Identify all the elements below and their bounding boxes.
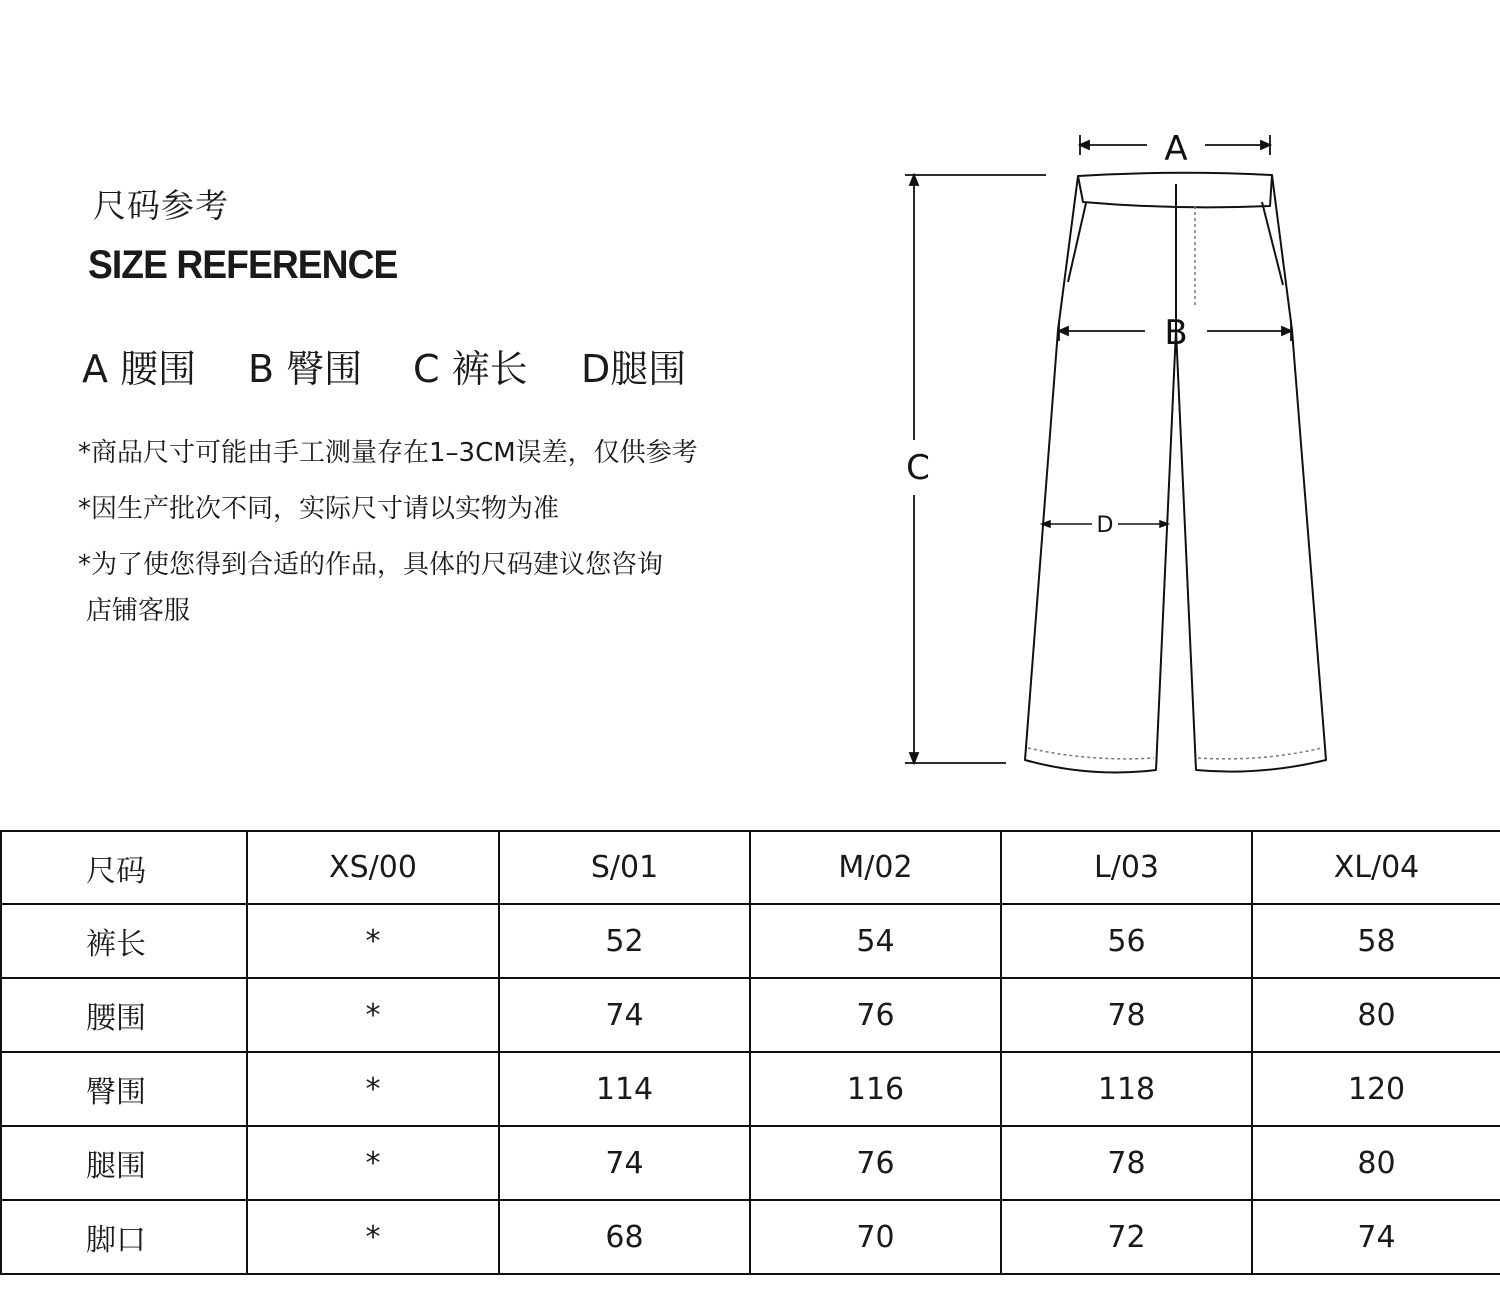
table-cell: 120: [1252, 1052, 1500, 1126]
table-row: [1, 1200, 1500, 1274]
table-row: [1, 1052, 1500, 1126]
table-cell: 76: [750, 978, 1001, 1052]
table-cell: 78: [1001, 978, 1252, 1052]
table-header-cell: 尺码: [1, 831, 247, 904]
table-row: [1, 1126, 1500, 1200]
table-cell: 74: [1252, 1200, 1500, 1274]
note-measurement-error: *商品尺寸可能由手工测量存在1–3CM误差，仅供参考: [78, 438, 698, 468]
legend-waist: A 腰围: [82, 347, 197, 391]
table-header-cell: XS/00: [247, 831, 499, 904]
table-cell: 58: [1252, 904, 1500, 978]
legend-length: C 裤长: [413, 347, 528, 391]
table-header-cell: M/02: [750, 831, 1001, 904]
table-cell: 118: [1001, 1052, 1252, 1126]
table-cell: *: [247, 1052, 499, 1126]
table-cell: 70: [750, 1200, 1001, 1274]
table-cell: *: [247, 1200, 499, 1274]
table-row: [1, 978, 1500, 1052]
label-c: C: [906, 448, 930, 488]
row-label: 裤长: [1, 904, 247, 978]
table-cell: *: [247, 1126, 499, 1200]
table-cell: 76: [750, 1126, 1001, 1200]
row-label: 腰围: [1, 978, 247, 1052]
right-hem-stitch: [1198, 748, 1322, 759]
table-cell: 74: [499, 1126, 750, 1200]
left-leg: [1025, 176, 1176, 772]
left-pocket: [1068, 203, 1086, 282]
table-cell: 116: [750, 1052, 1001, 1126]
note-batch-difference: *因生产批次不同，实际尺寸请以实物为准: [78, 494, 560, 524]
table-cell: 78: [1001, 1126, 1252, 1200]
row-label: 腿围: [1, 1126, 247, 1200]
table-cell: 68: [499, 1200, 750, 1274]
pants-diagram: [895, 125, 1345, 785]
label-a: A: [1164, 129, 1188, 169]
note-consult: *为了使您得到合适的作品，具体的尺码建议您咨询: [78, 550, 664, 580]
table-cell: *: [247, 978, 499, 1052]
table-cell: *: [247, 904, 499, 978]
table-header-cell: XL/04: [1252, 831, 1500, 904]
note-consult-cont: 店铺客服: [86, 596, 191, 626]
label-b: B: [1164, 313, 1188, 353]
row-label: 臀围: [1, 1052, 247, 1126]
table-cell: 80: [1252, 1126, 1500, 1200]
table-header-cell: S/01: [499, 831, 750, 904]
table-header-row: [1, 831, 1500, 904]
title-en: SIZE REFERENCE: [88, 243, 398, 287]
table-cell: 54: [750, 904, 1001, 978]
table-cell: 56: [1001, 904, 1252, 978]
size-table: [0, 830, 1500, 1275]
legend-hip: B 臀围: [248, 347, 363, 391]
table-cell: 80: [1252, 978, 1500, 1052]
table-cell: 114: [499, 1052, 750, 1126]
legend-thigh: D腿围: [581, 347, 687, 391]
table-cell: 74: [499, 978, 750, 1052]
table-header-cell: L/03: [1001, 831, 1252, 904]
table-row: [1, 904, 1500, 978]
row-label: 脚口: [1, 1200, 247, 1274]
left-hem-stitch: [1028, 748, 1154, 759]
right-leg: [1176, 175, 1326, 772]
table-cell: 52: [499, 904, 750, 978]
title-cn: 尺码参考: [93, 186, 229, 225]
label-d: D: [1096, 513, 1114, 538]
table-cell: 72: [1001, 1200, 1252, 1274]
